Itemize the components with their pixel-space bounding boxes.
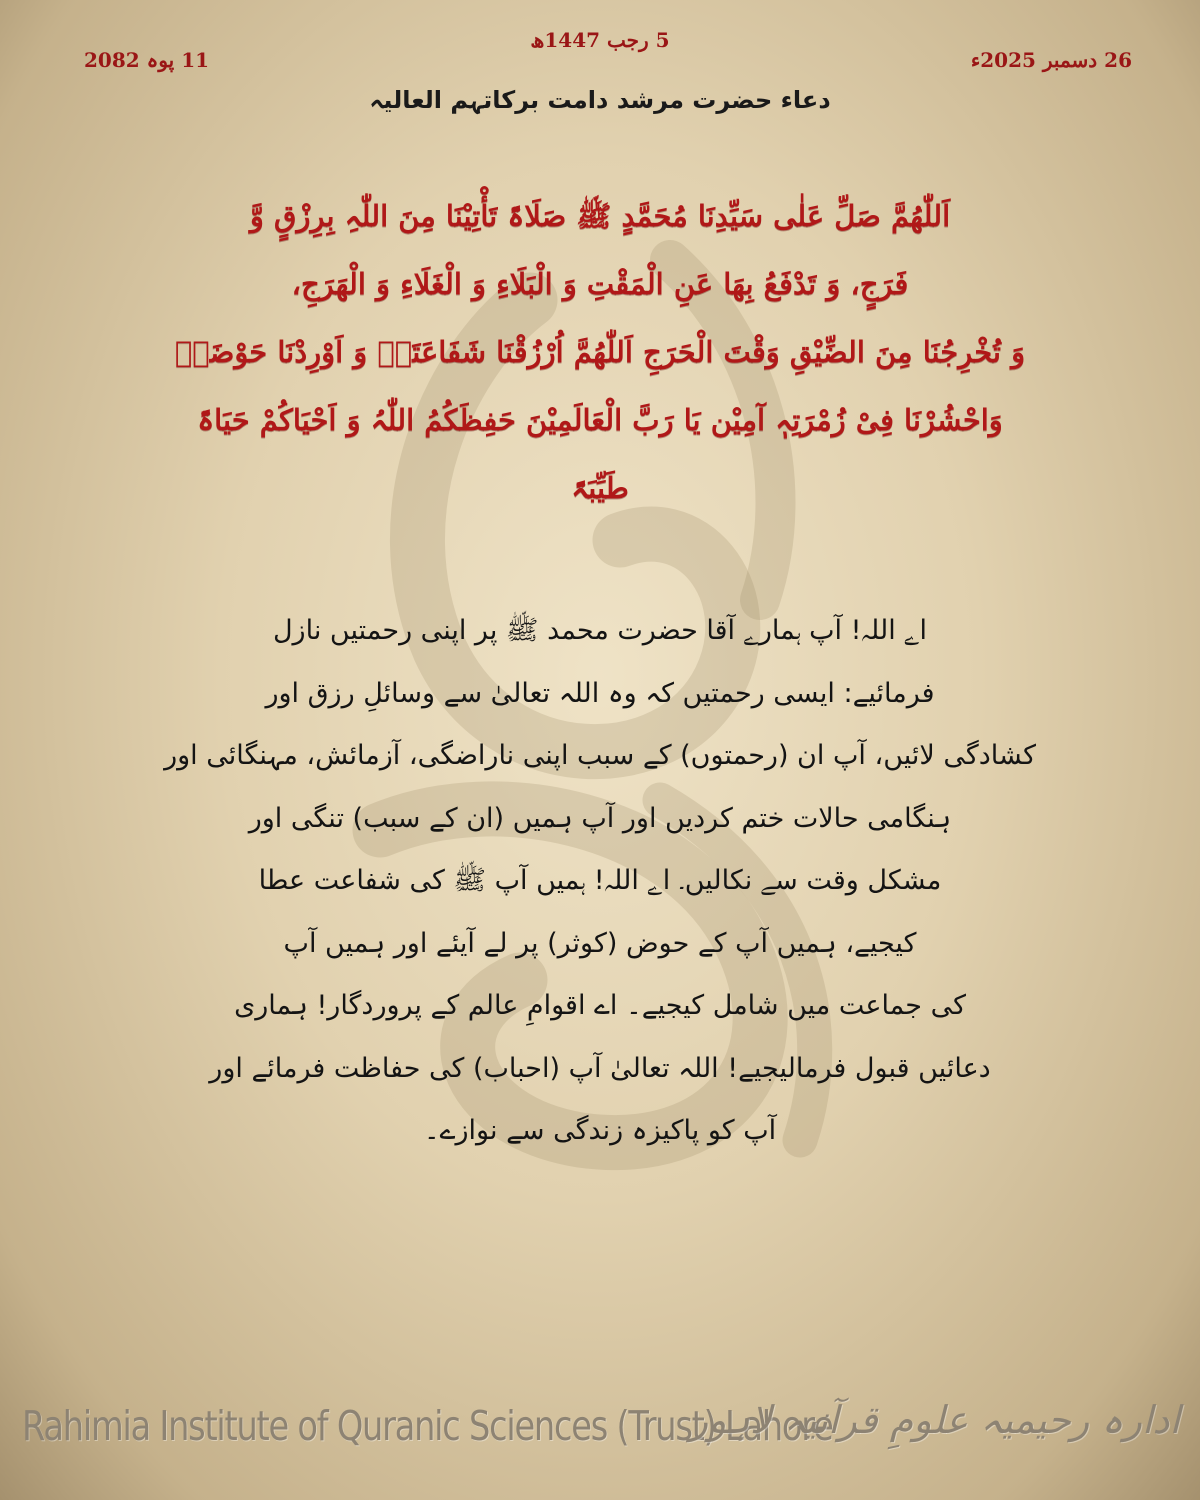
urdu-line: فرمائیے: ایسی رحمتیں کہ وہ اللہ تعالیٰ سے وسائلِ رزق اور: [265, 677, 935, 709]
arabic-line: وَ تُخْرِجُنَا مِنَ الضِّیْقِ وَقْتَ الْحَرَجِ اَللّٰھُمَّ اُرْزُقْنَا شَفَاعَتَہٗ وَ اَوْرِدْنَا حَوْضَہٗ: [174, 335, 1026, 369]
urdu-line: اے اللہ! آپ ہمارے آقا حضرت محمد ﷺ پر اپنی رحمتیں نازل: [272, 615, 928, 646]
urdu-line: مشکل وقت سے نکالیں۔ اے اللہ! ہمیں آپ ﷺ کی شفاعت عطا: [258, 865, 942, 896]
urdu-line: کیجیے، ہمیں آپ کے حوض (کوثر) پر لے آیئے اور ہمیں آپ: [283, 927, 917, 959]
institute-name-urdu-logo: ادارہ رحیمیہ علومِ قرآنیہ لاہور: [689, 1398, 1180, 1442]
arabic-line: طَیِّبَۃً: [571, 471, 629, 505]
urdu-line: دعائیں قبول فرمالیجیے! اللہ تعالیٰ آپ (احباب) کی حفاظت فرمائے اور: [209, 1052, 991, 1084]
date-bikrami: 11 پوہ 2082: [84, 48, 210, 72]
arabic-line: فَرَجٍ، وَ تَدْفَعُ بِھَا عَنِ الْمَقْتِ وَ الْبَلَاءِ وَ الْغَلَاءِ وَ الْھَرَجِ،: [291, 267, 909, 301]
page-title: دعاء حضرت مرشد دامت برکاتہم العالیہ: [369, 86, 831, 114]
urdu-line: آپ کو پاکیزہ زندگی سے نوازے۔: [423, 1115, 777, 1146]
urdu-line: کشادگی لائیں، آپ ان (رحمتوں) کے سبب اپنی ناراضگی، آزمائش، مہنگائی اور: [164, 740, 1036, 771]
urdu-line: کی جماعت میں شامل کیجیے۔ اے اقوامِ عالم کے پروردگار! ہماری: [234, 990, 966, 1021]
institute-name-english: Rahimia Institute of Quranic Sciences (Trust) Lahore: [22, 1402, 833, 1450]
urdu-translation: [150, 600, 1050, 1163]
arabic-dua: [90, 182, 1110, 522]
urdu-line: ہنگامی حالات ختم کردیں اور آپ ہمیں (ان کے سبب) تنگی اور: [248, 802, 952, 834]
date-hijri: 5 رجب 1447ھ: [530, 28, 670, 52]
arabic-line: وَاحْشُرْنَا فِیْ زُمْرَتِہٖ آمِیْن یَا رَبَّ الْعَالَمِیْنَ حَفِظَکُمُ اللّٰہُ وَ اَحْیَاکُمْ حَیَاۃً: [197, 403, 1003, 437]
arabic-line: اَللّٰھُمَّ صَلِّ عَلٰی سَیِّدِنَا مُحَمَّدٍ ﷺ صَلَاۃً تَأْتِیْنَا مِنَ اللّٰہِ بِرِزْقٍ وَّ: [249, 199, 951, 233]
date-gregorian: 26 دسمبر 2025ء: [970, 48, 1132, 72]
